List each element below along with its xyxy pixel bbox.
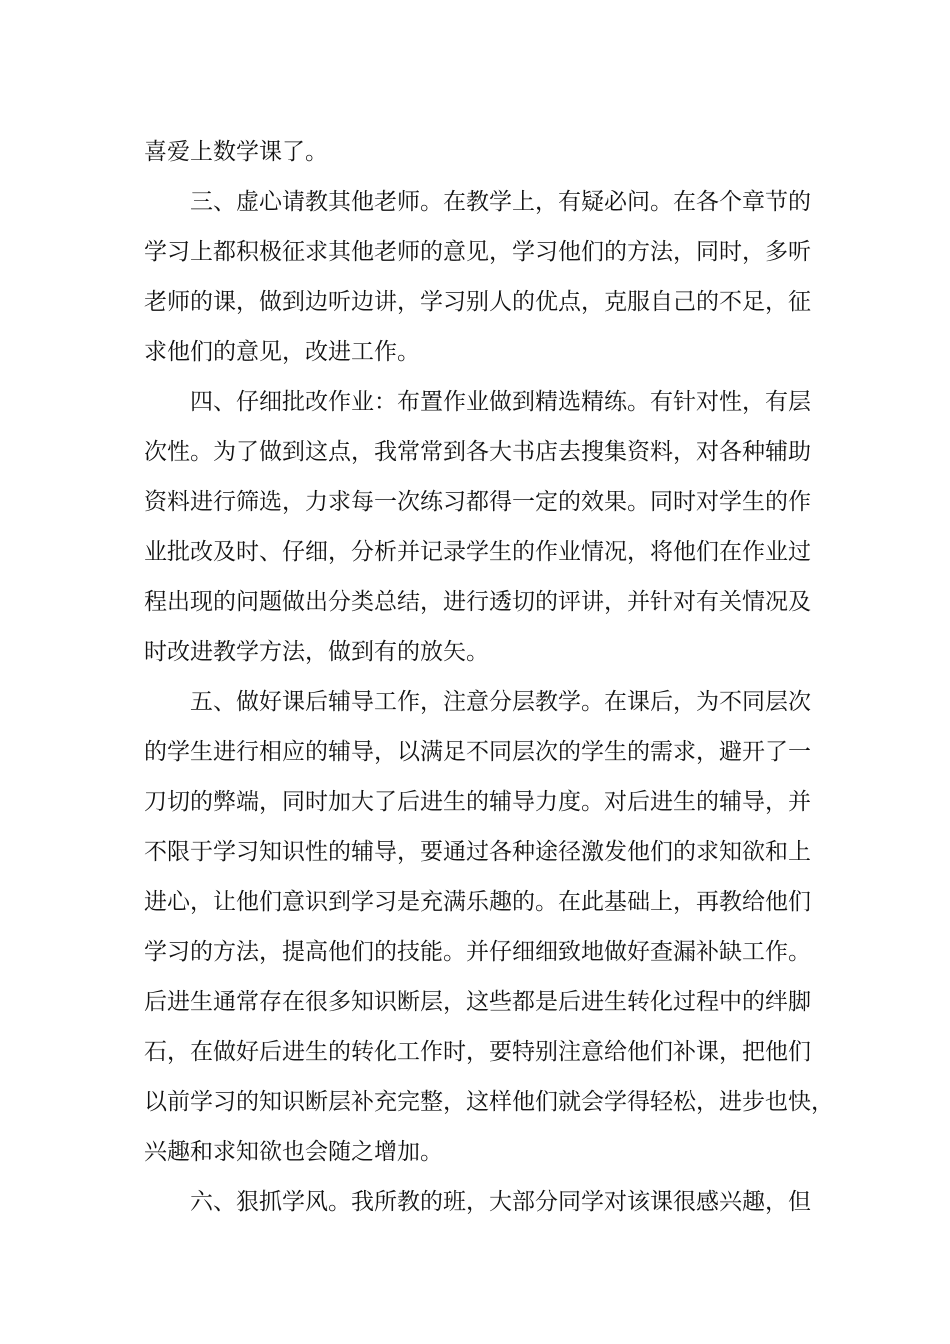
paragraph-5-line-2: 的学生进行相应的辅导，以满足不同层次的学生的需求，避开了一 <box>144 739 811 765</box>
paragraph-5-line-4: 不限于学习知识性的辅导，要通过各种途径激发他们的求知欲和上 <box>144 839 811 865</box>
paragraph-5-line-8: 石，在做好后进生的转化工作时，要特别注意给他们补课，把他们 <box>144 1039 811 1065</box>
paragraph-2-line-end: 喜爱上数学课了。 <box>144 139 328 165</box>
document-body <box>144 127 834 1227</box>
paragraph-3-line-2: 学习上都积极征求其他老师的意见，学习他们的方法，同时，多听 <box>144 239 811 265</box>
paragraph-3-line-4: 求他们的意见，改进工作。 <box>144 339 420 365</box>
paragraph-4-line-6: 时改进教学方法，做到有的放矢。 <box>144 639 489 665</box>
paragraph-5-line-6: 学习的方法，提高他们的技能。并仔细细致地做好查漏补缺工作。 <box>144 939 811 965</box>
paragraph-4-line-4: 业批改及时、仔细，分析并记录学生的作业情况，将他们在作业过 <box>144 539 811 565</box>
paragraph-5-line-3: 刀切的弊端，同时加大了后进生的辅导力度。对后进生的辅导，并 <box>144 789 811 815</box>
paragraph-6-line-1: 六、狠抓学风。我所教的班，大部分同学对该课很感兴趣，但 <box>190 1189 811 1215</box>
paragraph-5-line-5: 进心，让他们意识到学习是充满乐趣的。在此基础上，再教给他们 <box>144 889 811 915</box>
paragraph-4-line-3: 资料进行筛选，力求每一次练习都得一定的效果。同时对学生的作 <box>144 489 811 515</box>
paragraph-5-line-1: 五、做好课后辅导工作，注意分层教学。在课后，为不同层次 <box>190 689 811 715</box>
paragraph-3-line-3: 老师的课，做到边听边讲，学习别人的优点，克服自己的不足，征 <box>144 289 811 315</box>
paragraph-5-line-9: 以前学习的知识断层补充完整，这样他们就会学得轻松，进步也快， <box>144 1089 834 1115</box>
paragraph-3-line-1: 三、虚心请教其他老师。在教学上，有疑必问。在各个章节的 <box>190 189 811 215</box>
paragraph-5-line-10: 兴趣和求知欲也会随之增加。 <box>144 1139 443 1165</box>
paragraph-4-line-1: 四、仔细批改作业：布置作业做到精选精练。有针对性，有层 <box>190 389 811 415</box>
paragraph-4-line-5: 程出现的问题做出分类总结，进行透切的评讲，并针对有关情况及 <box>144 589 811 615</box>
paragraph-4-line-2: 次性。为了做到这点，我常常到各大书店去搜集资料，对各种辅助 <box>144 439 811 465</box>
paragraph-5-line-7: 后进生通常存在很多知识断层，这些都是后进生转化过程中的绊脚 <box>144 989 811 1015</box>
